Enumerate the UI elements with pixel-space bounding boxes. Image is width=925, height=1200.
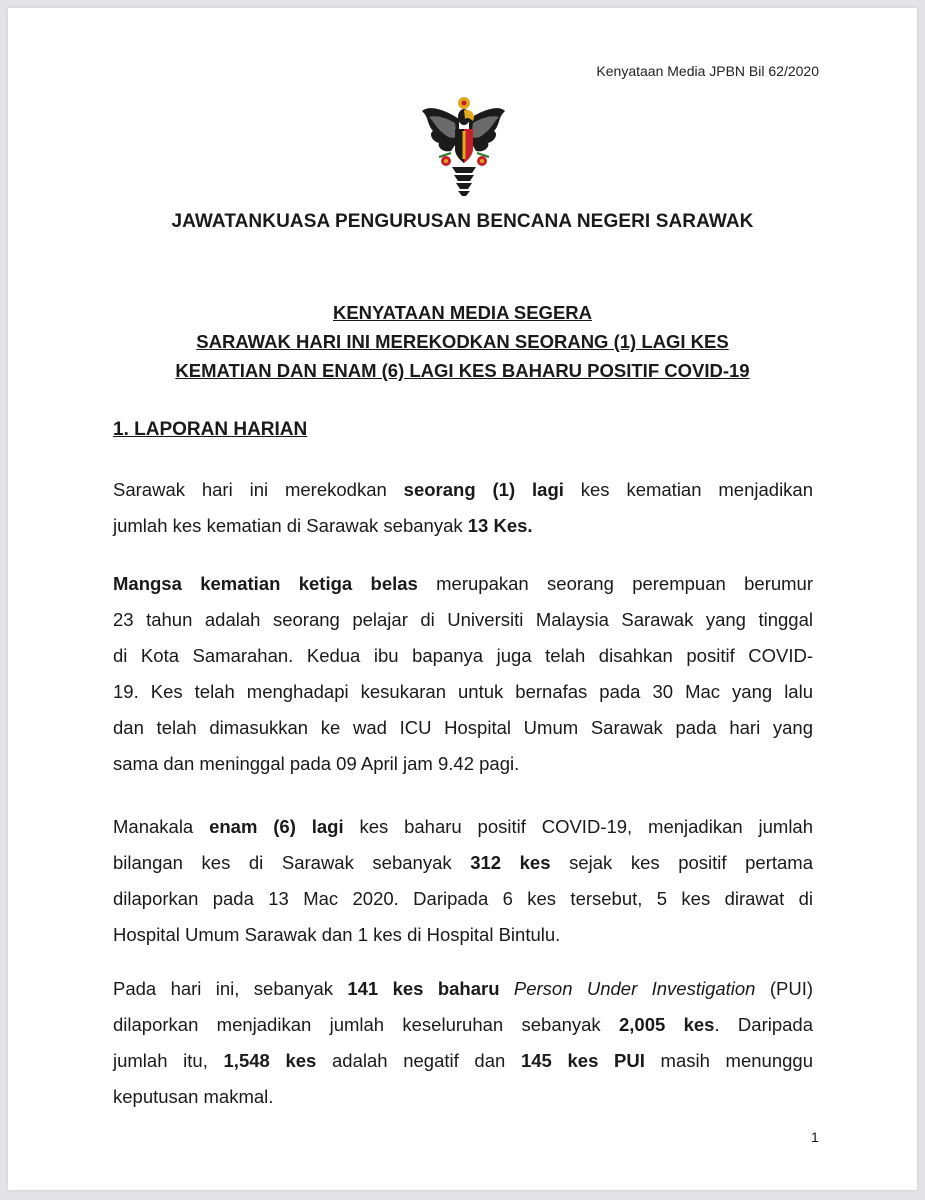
paragraph-line (113, 809, 813, 845)
emphasis-text: Mangsa kematian ketiga belas (113, 573, 418, 594)
text-run: . Daripada (714, 1014, 813, 1035)
text-run: jumlah kes kematian di Sarawak sebanyak (113, 515, 468, 536)
text-run: sejak kes positif pertama (550, 852, 813, 873)
sarawak-coat-of-arms-icon (419, 93, 507, 198)
press-release-headline (8, 298, 917, 385)
headline-line-2: SARAWAK HARI INI MEREKODKAN SEORANG (1) LAGI KES (196, 331, 729, 352)
paragraph-pui-cases (113, 971, 813, 1115)
emphasis-text: 312 kes (470, 852, 551, 873)
paragraph-death-count (113, 472, 813, 544)
headline-line-3: KEMATIAN DAN ENAM (6) LAGI KES BAHARU POSITIF COVID-19 (175, 360, 750, 381)
text-run: Sarawak hari ini merekodkan (113, 479, 404, 500)
emphasis-text: seorang (1) lagi (403, 479, 564, 500)
paragraph-line (113, 845, 813, 881)
text-run: kes kematian menjadikan (563, 479, 814, 500)
paragraph-line: dilaporkan pada 13 Mac 2020. Daripada 6 kes tersebut, 5 kes dirawat di (113, 888, 813, 909)
paragraph-line: dan telah dimasukkan ke wad ICU Hospital Umum Sarawak pada hari yang (113, 717, 813, 738)
paragraph-line (113, 1043, 813, 1079)
paragraph-line (113, 472, 813, 508)
paragraph-line (113, 1007, 813, 1043)
page-number: 1 (811, 1129, 819, 1145)
emphasis-text: 2,005 kes (619, 1014, 715, 1035)
paragraph-line: Hospital Umum Sarawak dan 1 kes di Hospital Bintulu. (113, 924, 561, 945)
section-heading: 1. LAPORAN HARIAN (113, 419, 308, 440)
text-run: masih menunggu (644, 1050, 813, 1071)
text-run: dilaporkan menjadikan jumlah keseluruhan sebanyak (113, 1014, 619, 1035)
text-run: (PUI) (755, 978, 814, 999)
headline-line-1: KENYATAAN MEDIA SEGERA (332, 302, 593, 323)
text-run: merupakan seorang perempuan berumur (417, 573, 814, 594)
italic-text: Person Under Investigation (513, 978, 756, 999)
emphasis-text: 13 Kes. (467, 515, 533, 536)
paragraph-line: 23 tahun adalah seorang pelajar di Universiti Malaysia Sarawak yang tinggal (113, 609, 813, 630)
text-run: jumlah itu, (113, 1050, 224, 1071)
text-run: adalah negatif dan (316, 1050, 521, 1071)
document-page (8, 8, 917, 1190)
organization-title: JAWATANKUASA PENGURUSAN BENCANA NEGERI SARAWAK (171, 211, 754, 232)
media-statement-reference: Kenyataan Media JPBN Bil 62/2020 (596, 63, 819, 79)
emphasis-text: 141 kes baharu (347, 978, 500, 999)
text-run: kes baharu positif COVID-19, menjadikan jumlah (343, 816, 814, 837)
paragraph-line: keputusan makmal. (113, 1086, 274, 1107)
paragraph-line: sama dan meninggal pada 09 April jam 9.42 pagi. (113, 753, 520, 774)
paragraph-line (113, 508, 813, 544)
paragraph-line (113, 566, 813, 602)
text-run: bilangan kes di Sarawak sebanyak (113, 852, 471, 873)
paragraph-line: di Kota Samarahan. Kedua ibu bapanya juga telah disahkan positif COVID- (113, 645, 813, 666)
emphasis-text: 1,548 kes (223, 1050, 317, 1071)
emphasis-text: enam (6) lagi (209, 816, 344, 837)
paragraph-new-cases (113, 809, 813, 953)
paragraph-victim-details (113, 566, 813, 782)
text-run: Manakala (113, 816, 210, 837)
emphasis-text: 145 kes PUI (520, 1050, 645, 1071)
paragraph-line (113, 971, 813, 1007)
text-run: Pada hari ini, sebanyak (113, 978, 348, 999)
paragraph-line: 19. Kes telah menghadapi kesukaran untuk bernafas pada 30 Mac yang lalu (113, 681, 813, 702)
